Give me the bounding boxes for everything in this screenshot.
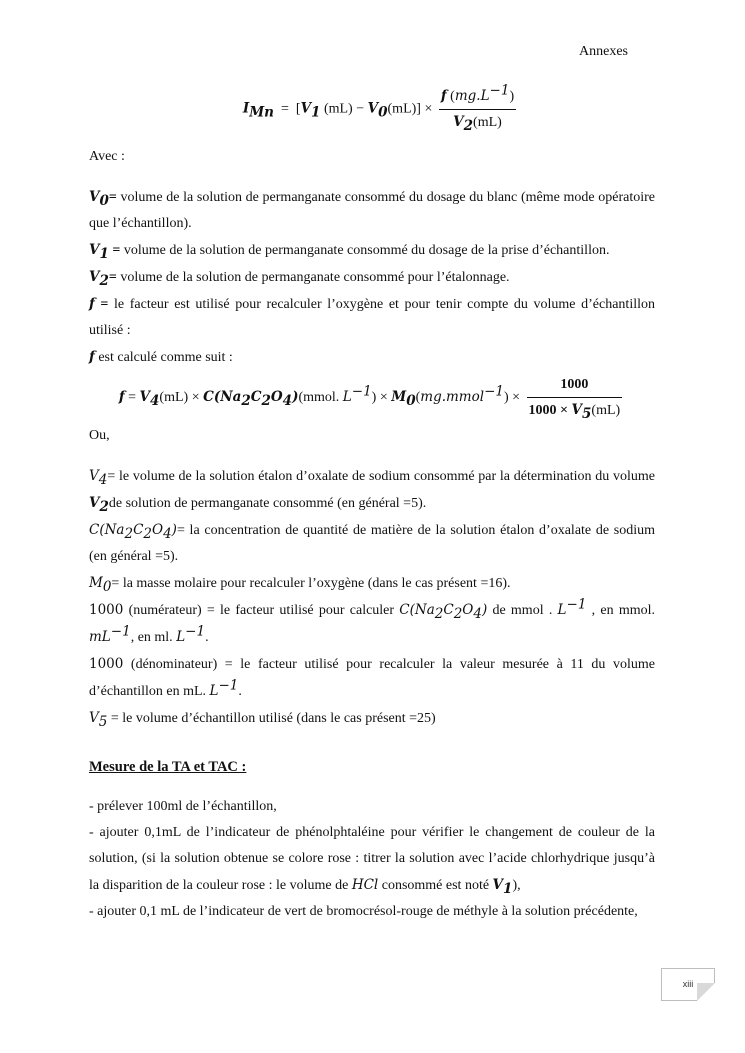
procedure-step-3: - ajouter 0,1 mL de l’indicateur de vert de bromocrésol-rouge de méthyle à la solution précédente, — [89, 904, 638, 919]
formula-text: = [ — [280, 101, 301, 117]
formula-f: $f = V_4(mL)$ × $C(Na_2C_2O_4)(mmol$. $L^{-1}$) × $M_0(mg.mmol^{-1})$ × $\frac{1000}{1000 \times V_5(mL)}$ — [118, 377, 621, 422]
definition-v2: $V_2=$ volume de la solution de permanganate consommé pour l’étalonnage. — [89, 269, 510, 289]
formula-symbol: I — [242, 100, 250, 117]
fraction-denominator: $V_2(mL)$ — [453, 114, 502, 134]
formula-subscript: 1 — [311, 104, 321, 121]
avec-label: Avec : — [89, 149, 125, 164]
formula-fraction — [527, 375, 623, 421]
procedure-step-2: - ajouter 0,1mL de l’indicateur de phénolphtaléine pour vérifier le changement de couleur de la solution, (si la solution obtenue se colore rose : titrer la solution avec l’acide chlorhydrique jusqu’à la disparition de la couleur rose : le volume de HCl consommé est noté $V_1$), — [89, 825, 655, 897]
section-title: Mesure de la TA et TAC : — [89, 759, 247, 775]
document-body — [89, 82, 655, 925]
definition-v0: $V_0=$ volume de la solution de permanganate consommé du dosage du blanc (même mode opératoire que l’échantillon). — [89, 189, 655, 231]
formula-symbol: V — [367, 100, 379, 117]
definition-v1: $V_1$ = volume de la solution de permanganate consommé du dosage de la prise d’échantillon. — [89, 242, 610, 262]
formula-text: (mL) − — [320, 101, 368, 117]
formula-symbol: V — [300, 100, 312, 117]
note-m0: $M_0=$ la masse molaire pour recalculer l’oxygène (dans le cas présent =16). — [89, 575, 511, 595]
page-number-box — [661, 968, 715, 1001]
definition-f: f = le facteur est utilisé pour recalculer l’oxygène et pour tenir compte du volume d’échantillon utilisé : — [89, 296, 655, 338]
formula-fraction — [439, 82, 516, 134]
formula-subscript: 0 — [378, 104, 388, 121]
note-1000-denominator: 1000 (dénominateur) = le facteur utilisé pour recalculer la valeur mesurée à 11 du volume d’échantillon en mL. $L^{-1}$. — [89, 656, 655, 699]
formula-symbol: f — [118, 389, 125, 406]
formula-imn — [89, 82, 655, 134]
fraction-denominator: $1000 \times V_5(mL)$ — [528, 402, 621, 422]
note-concentration: $C(Na_2C_2O_4)=$ la concentration de quantité de matière de la solution étalon d’oxalate de sodium (en général =5). — [89, 522, 655, 564]
fraction-numerator: 1000 — [527, 375, 623, 398]
page-header: Annexes — [579, 44, 628, 59]
note-1000-numerator: 1000 (numérateur) = le facteur utilisé pour calculer $C(Na_2C_2O_4)$ de mmol . $L^{-1}$ , en mmol. $mL^{-1}$, en ml. $L^{-1}$. — [89, 596, 655, 645]
formula-subscript: Mn — [249, 104, 274, 121]
fraction-numerator: f $(mg.L^{-1})$ — [439, 86, 516, 110]
folded-corner-icon — [697, 983, 715, 1001]
page-number: xiii — [682, 979, 694, 989]
note-v5: $V_5$ = le volume d’échantillon utilisé (dans le cas présent =25) — [89, 710, 436, 730]
formula-text: (mL)] × — [387, 101, 433, 117]
note-v4: $V_4=$ le volume de la solution étalon d’oxalate de sodium consommé par la détermination du volume $V_2de$ solution de permanganate consommé (en général =5). — [89, 468, 655, 515]
definition-f-calc: f est calculé comme suit : — [89, 349, 233, 365]
procedure-step-1: - prélever 100ml de l’échantillon, — [89, 799, 277, 814]
ou-label: Ou, — [89, 428, 110, 443]
